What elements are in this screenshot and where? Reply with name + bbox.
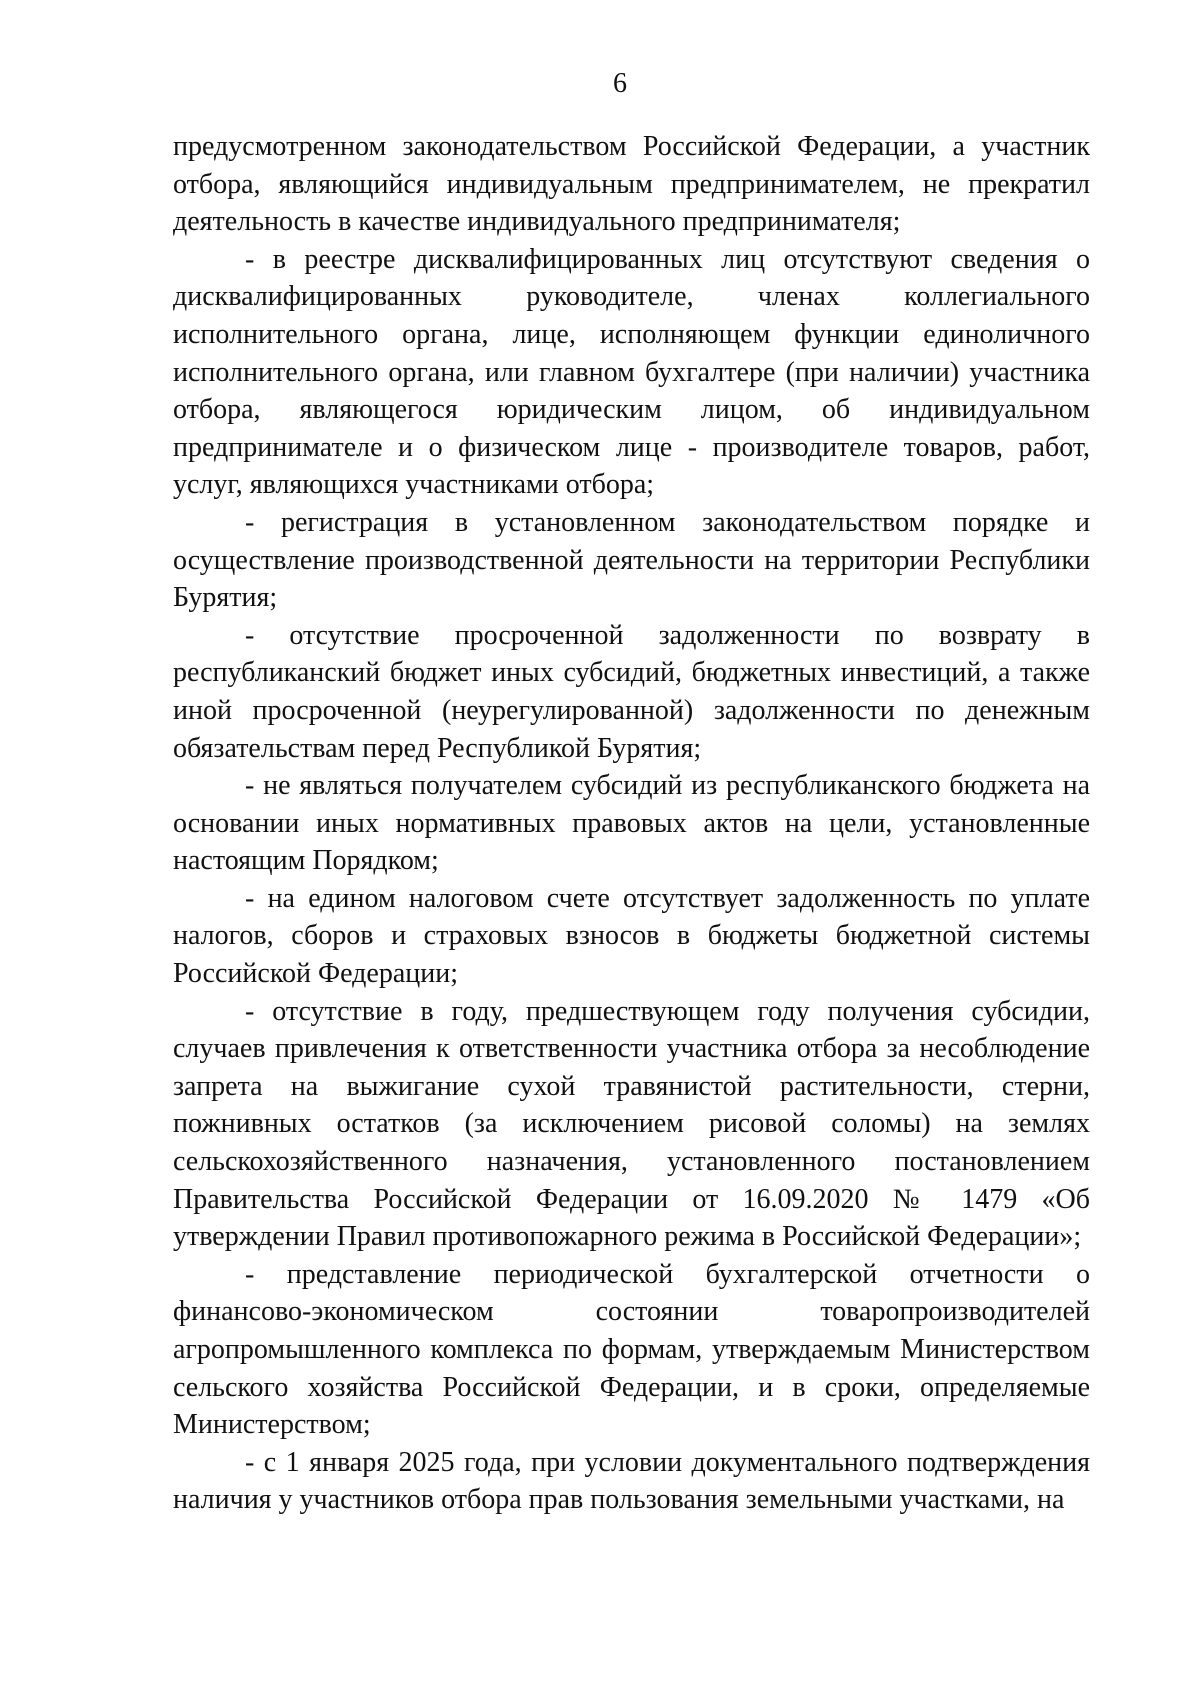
document-body: [173, 128, 1090, 1519]
paragraph-fire-safety: - отсутствие в году, предшествующем году получения субсидии, случаев привлечения к ответственности участника отбора за несоблюдение запрета на выжигание сухой травянистой растительности, стерни, пожнивных остатков (за исключением рисовой соломы) на землях сельскохозяйственного назначения, установленного постановлением Правительства Российской Федерации от 16.09.2020 № 1479 «Об утверждении Правил противопожарного режима в Российской Федерации»;: [173, 995, 1090, 1253]
paragraph-continuation: предусмотренном законодательством Российской Федерации, а участник отбора, являющийся индивидуальным предпринимателем, не прекратил деятельность в качестве индивидуального предпринимателя;: [173, 131, 1090, 238]
paragraph-not-subsidy-recipient: - не являться получателем субсидий из республиканского бюджета на основании иных нормативных правовых актов на цели, установленные настоящим Порядком;: [173, 770, 1090, 877]
paragraph-no-overdue-debt: - отсутствие просроченной задолженности по возврату в республиканский бюджет иных субсидий, бюджетных инвестиций, а также иной просроченной (неурегулированной) задолженности по денежным обязательствам перед Республикой Бурятия;: [173, 619, 1090, 764]
paragraph-registration: - регистрация в установленном законодательством порядке и осуществление производственной деятельности на территории Республики Бурятия;: [173, 506, 1090, 614]
paragraph-tax-account: - на едином налоговом счете отсутствует задолженность по уплате налогов, сборов и страховых взносов в бюджеты бюджетной системы Российской Федерации;: [173, 882, 1090, 990]
paragraph-disqualified-registry: - в реестре дисквалифицированных лиц отсутствуют сведения о дисквалифицированных руководителе, членах коллегиального исполнительного органа, лице, исполняющем функции единоличного исполнительного органа, или главном бухгалтере (при наличии) участника отбора, являющегося юридическим лицом, об индивидуальном предпринимателе и о физическом лице - производителе товаров, работ, услуг, являющихся участниками отбора;: [173, 243, 1090, 501]
paragraph-land-rights: - с 1 января 2025 года, при условии документального подтверждения наличия у участников отбора прав пользования земельными участками, на: [173, 1446, 1090, 1516]
paragraph-accounting-reports: - представление периодической бухгалтерской отчетности о финансово-экономическом состоянии товаропроизводителей агропромышленного комплекса по формам, утверждаемым Министерством сельского хозяйства Российской Федерации, и в сроки, определяемые Министерством;: [173, 1258, 1090, 1441]
page-number: 6: [613, 68, 627, 99]
